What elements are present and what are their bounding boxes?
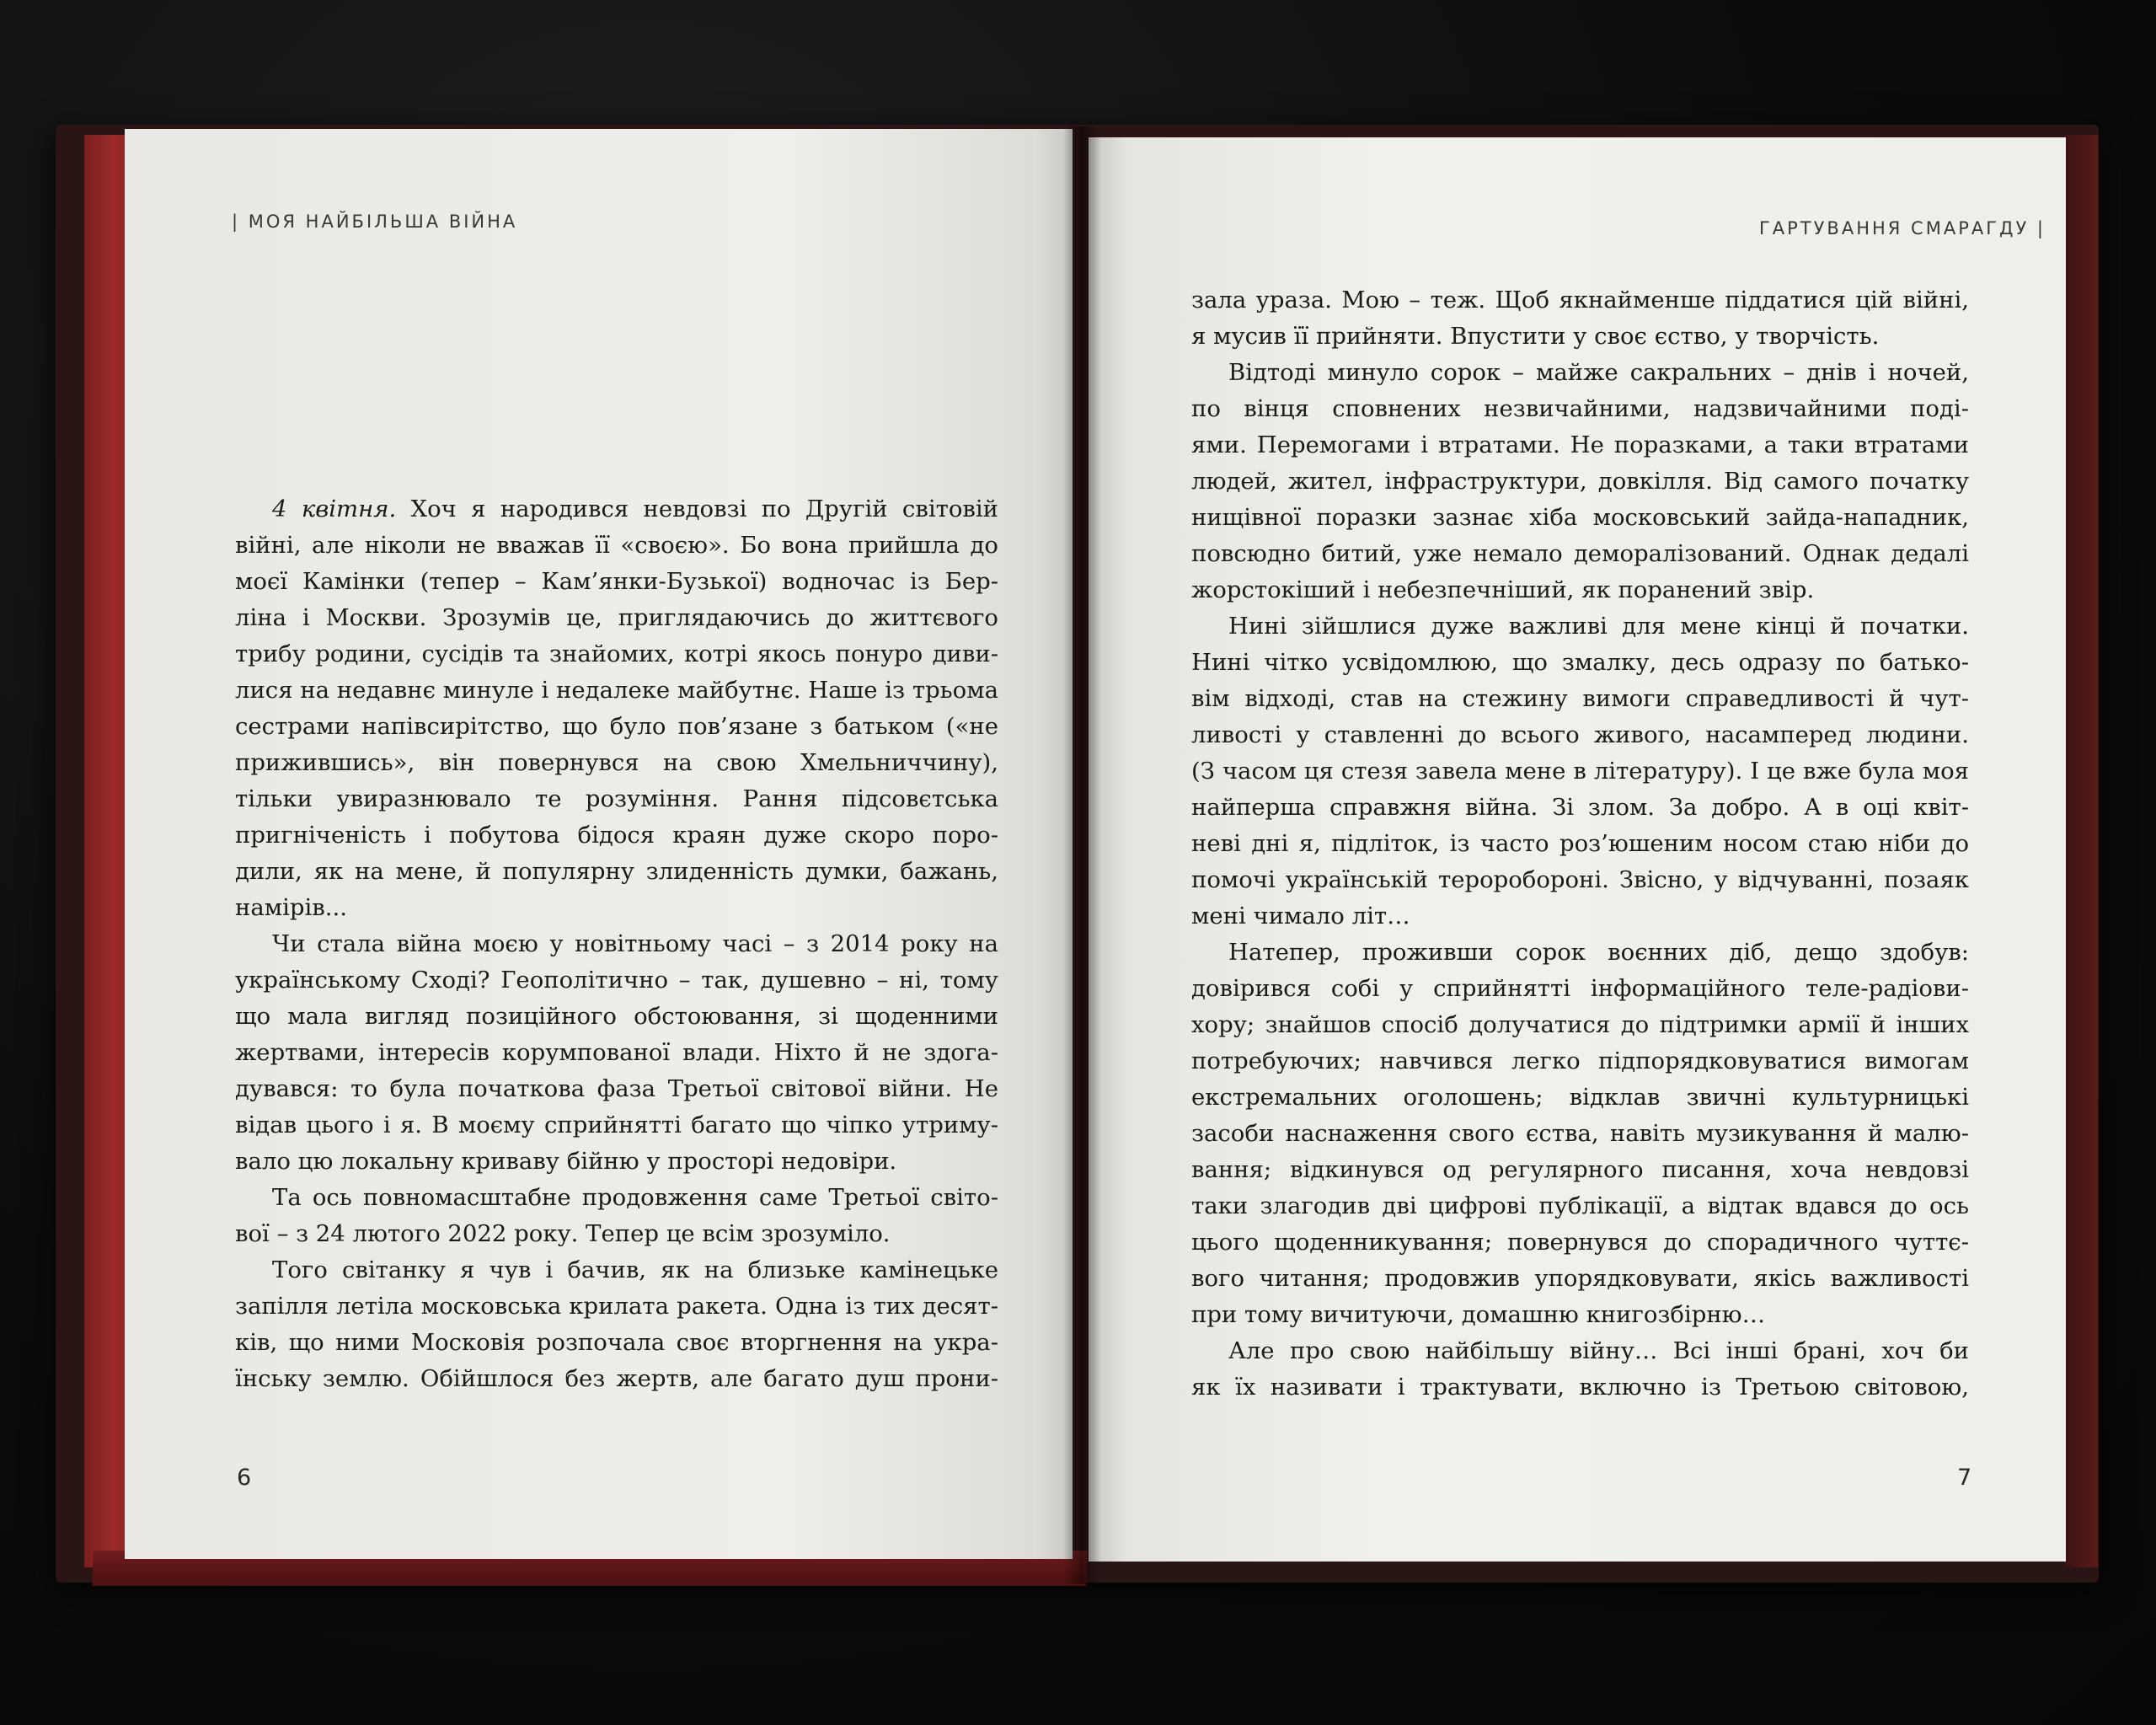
right-page-text [1191,282,1969,1406]
text-line: найперша справжня війна. Зі злом. За добро. А в оці квіт- [1191,794,1969,821]
text-line: людей, жител, інфраструктури, довкілля. Від самого початку [1191,468,1969,495]
text-line: зала ураза. Мою – теж. Щоб якнайменше піддатися цій війні, [1191,287,1969,313]
text-line: Але про свою найбільшу війну… Всі інші брані, хоч би [1228,1337,1969,1364]
text-line: дувався: то була початкова фаза Третьої світової війни. Не [235,1075,998,1102]
entry-date: 4 квітня. [272,496,397,522]
text-line: екстремальних оголошень; відклав звичні культурницькі [1191,1084,1969,1111]
text-line: Відтоді минуло сорок – майже сакральних – днів і ночей, [1228,359,1969,386]
text-line: (З часом ця стезя завела мене в літературу). І це вже була моя [1191,758,1969,785]
right-running-head: ГАРТУВАННЯ СМАРАГДУ | [1758,218,2046,238]
text-line: вого читання; продовжив упорядковувати, якісь важливості [1191,1265,1969,1292]
text-line: сестрами напівсирітство, що було пов’язане з батьком («не [235,713,998,740]
text-line: пригніченість і побутова бідося краян дуже скоро поро- [235,822,998,849]
text-line: цього щоденникування; повернувся до спорадичного чуттє- [1191,1229,1969,1256]
text-line: лися на недавнє минуле і недалеке майбутнє. Наше із трьома [235,677,998,704]
text-line: тільки увиразнювало те розуміння. Рання підсовєтська [235,785,998,812]
text-line: війні, але ніколи не вважав її «своєю». Бо вона прийшла до [235,532,998,559]
text-line: неві дні я, підліток, із часто роз’юшеним носом стаю ніби до [1191,830,1969,857]
text-line: ліна і Москви. Зрозумів це, приглядаючись до життєвого [235,604,998,631]
left-page-number: 6 [237,1465,252,1491]
text-line: Нині чітко усвідомлюю, що змалку, десь одразу по батько- [1191,649,1969,676]
text-line: намірів... [235,894,348,921]
text-line: ями. Перемогами і втратами. Не поразками, а таки втратами [1191,431,1969,458]
text-line: відав цього і я. В моєму сприйнятті багато що чіпко утриму- [235,1112,998,1138]
text-line: вої – з 24 лютого 2022 року. Тепер це всім зрозуміло. [235,1220,891,1247]
text-line: мені чимало літ… [1191,903,1410,929]
left-page-text [235,491,998,1397]
text-line: Того світанку я чув і бачив, як на близьке камінецьке [272,1256,998,1283]
text-line: по вінця сповнених незвичайними, надзвичайними поді- [1191,395,1969,422]
text-line: українському Сході? Геополітично – так, душевно – ні, тому [235,967,998,994]
text-line: дили, як на мене, й популярну злиденність думки, бажань, [235,858,998,885]
text-line: трибу родини, сусідів та знайомих, котрі якось понуро диви- [235,640,998,667]
text-line: ків, що ними Московія розпочала своє вторгнення на укра- [235,1329,998,1356]
text-line: що мала вигляд позиційного обстоювання, зі щоденними [235,1003,998,1030]
text-line: хору; знайшов спосіб долучатися до підтримки армії й інших [1191,1011,1969,1038]
text-line: повсюдно битий, уже немало деморалізований. Однак дедалі [1191,540,1969,567]
text-line: жертвами, інтересів корумпованої влади. Ніхто й не здога- [235,1039,998,1066]
book-cover-right-edge [2064,135,2098,1567]
text-line: запілля летіла московська крилата ракета. Одна із тих десят- [235,1293,998,1320]
text-line: помочі українській тероробороні. Звісно, у відчуванні, позаяк [1191,866,1969,893]
text-line: Та ось повномасштабне продовження саме Третьої світо- [272,1184,998,1211]
text-line: вім відході, став на стежину вимоги справедливості й чут- [1191,685,1969,712]
text-line: їнську землю. Обійшлося без жертв, але багато душ прони- [235,1365,998,1392]
text-line: як їх називати і трактувати, включно із Третьою світовою, [1191,1374,1969,1401]
text-line: жорстокіший і небезпечніший, як поранений звір. [1191,576,1815,603]
text-line: вання; відкинувся од регулярного писання, хоча невдовзі [1191,1156,1969,1183]
text-line: Натепер, проживши сорок воєнних діб, дещо здобув: [1228,939,1969,966]
text-line: засоби наснаження свого єства, навіть музикування й малю- [1191,1120,1969,1147]
right-page-number: 7 [1957,1465,1972,1491]
text-line [235,491,998,528]
right-page [1089,137,2066,1562]
left-running-head: | МОЯ НАЙБІЛЬША ВІЙНА [232,212,518,232]
text-line: таки злагодив дві цифрові публікації, а відтак вдався до ось [1191,1192,1969,1219]
text-line: Нині зійшлися дуже важливі для мене кінці й початки. [1228,613,1969,640]
text-line: нищівної поразки зазнає хіба московський зайда-нападник, [1191,504,1969,531]
text-line: потребуючих; навчився легко підпорядковуватися вимогам [1191,1047,1969,1074]
text-line: вало цю локальну криваву бійню у просторі недовіри. [235,1148,897,1175]
text-line: я мусив її прийняти. Впустити у своє єство, у творчість. [1191,323,1880,350]
book-gutter [1063,126,1101,1584]
left-page [125,129,1073,1559]
text-line: Чи стала війна моєю у новітньому часі – з 2014 року на [272,930,998,957]
text-line: прижившись», він повернувся на свою Хмельниччину), [235,749,998,776]
text-line-content: Хоч я народився невдовзі по Другій світовій [396,496,998,522]
text-line: ливості у ставленні до всього живого, насамперед людини. [1191,721,1969,748]
text-line: моєї Камінки (тепер – Кам’янки-Бузької) водночас із Бер- [235,568,998,595]
text-line: при тому вичитуючи, домашню книгозбірню… [1191,1301,1766,1328]
text-line: довірився собі у сприйнятті інформаційного теле-радіови- [1191,975,1969,1002]
